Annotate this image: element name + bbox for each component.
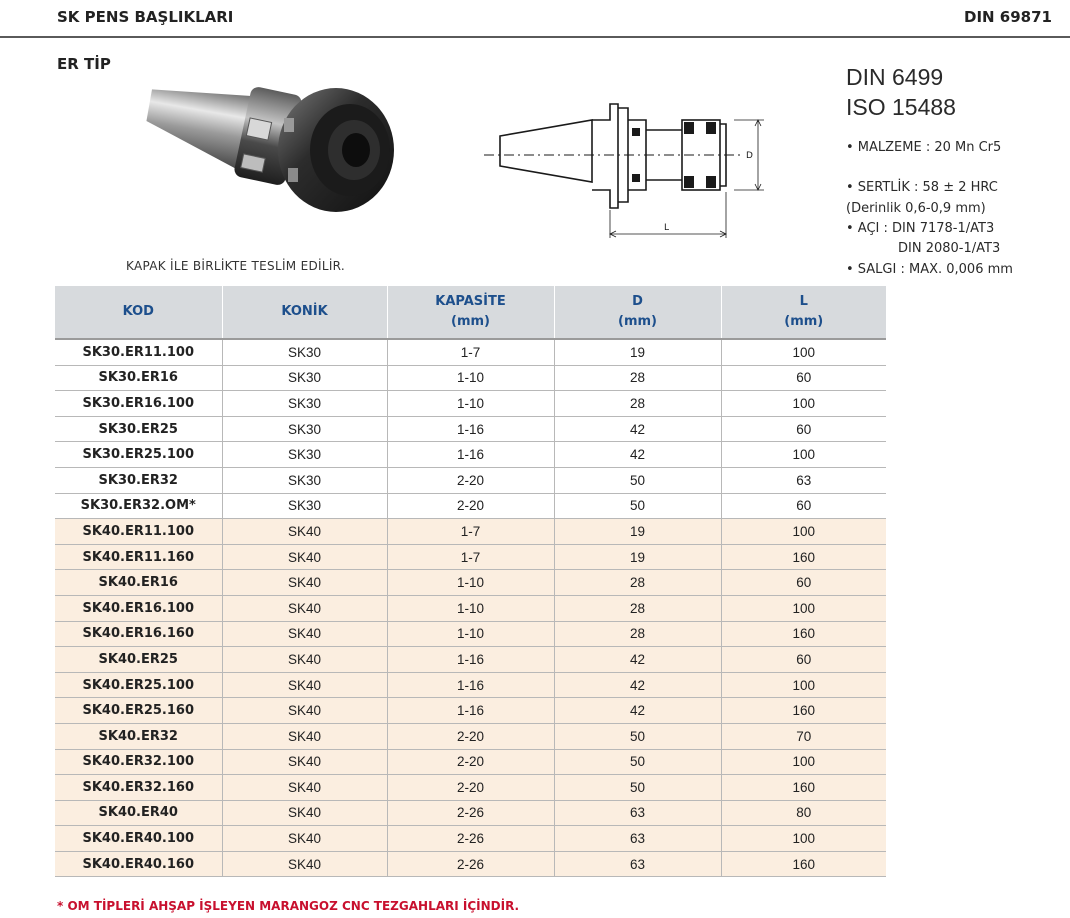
footnote: * OM TİPLERİ AHŞAP İŞLEYEN MARANGOZ CNC TEZGAHLARI İÇİNDİR. xyxy=(57,899,520,913)
cell-kod: SK40.ER40.100 xyxy=(55,826,222,852)
cell-kod: SK40.ER11.160 xyxy=(55,544,222,570)
table-row xyxy=(55,826,886,852)
cell-kapasite: 2-20 xyxy=(387,493,554,519)
table-row xyxy=(55,672,886,698)
cell-l: 70 xyxy=(721,723,886,749)
cell-kapasite: 2-26 xyxy=(387,851,554,877)
cell-konik: SK30 xyxy=(222,416,387,442)
technical-drawing xyxy=(482,94,772,244)
cell-kapasite: 1-10 xyxy=(387,391,554,417)
cell-konik: SK30 xyxy=(222,391,387,417)
table-row xyxy=(55,442,886,468)
cell-kod: SK40.ER25.100 xyxy=(55,672,222,698)
table-row xyxy=(55,544,886,570)
table-row xyxy=(55,365,886,391)
cell-konik: SK40 xyxy=(222,595,387,621)
cell-l: 100 xyxy=(721,519,886,545)
cell-d: 50 xyxy=(554,775,721,801)
cell-konik: SK40 xyxy=(222,519,387,545)
cell-d: 63 xyxy=(554,851,721,877)
cell-kod: SK40.ER25.160 xyxy=(55,698,222,724)
cell-d: 28 xyxy=(554,365,721,391)
cell-l: 100 xyxy=(721,595,886,621)
table-row xyxy=(55,749,886,775)
cell-d: 63 xyxy=(554,826,721,852)
cell-kod: SK40.ER16 xyxy=(55,570,222,596)
spec-derinlik: (Derinlik 0,6-0,9 mm) xyxy=(846,201,986,216)
cell-kod: SK30.ER16.100 xyxy=(55,391,222,417)
cell-konik: SK40 xyxy=(222,570,387,596)
cell-l: 160 xyxy=(721,775,886,801)
spec-aci: • AÇI : DIN 7178-1/AT3 xyxy=(846,221,995,236)
cell-d: 28 xyxy=(554,595,721,621)
col-header-d: D (mm) xyxy=(554,286,721,339)
cell-l: 100 xyxy=(721,672,886,698)
cell-konik: SK40 xyxy=(222,544,387,570)
cell-l: 60 xyxy=(721,647,886,673)
cell-l: 60 xyxy=(721,570,886,596)
cell-kod: SK30.ER32.OM* xyxy=(55,493,222,519)
cell-kapasite: 1-16 xyxy=(387,647,554,673)
cell-kapasite: 1-16 xyxy=(387,416,554,442)
col-header-kapasite: KAPASİTE (mm) xyxy=(387,286,554,339)
cell-kod: SK30.ER11.100 xyxy=(55,339,222,365)
table-row xyxy=(55,391,886,417)
table-body xyxy=(55,339,886,877)
cell-kapasite: 1-16 xyxy=(387,672,554,698)
page-title: SK PENS BAŞLIKLARI xyxy=(57,8,234,26)
cell-konik: SK40 xyxy=(222,800,387,826)
cell-d: 42 xyxy=(554,647,721,673)
cell-l: 60 xyxy=(721,365,886,391)
cell-kod: SK40.ER16.100 xyxy=(55,595,222,621)
cell-konik: SK30 xyxy=(222,467,387,493)
table-row xyxy=(55,519,886,545)
dimension-l-label: L xyxy=(664,223,670,233)
cell-l: 100 xyxy=(721,442,886,468)
section-title: ER TİP xyxy=(57,55,111,73)
cell-l: 100 xyxy=(721,826,886,852)
cell-kapasite: 2-20 xyxy=(387,723,554,749)
cell-d: 19 xyxy=(554,544,721,570)
cell-d: 19 xyxy=(554,339,721,365)
cell-l: 160 xyxy=(721,621,886,647)
cell-kapasite: 1-7 xyxy=(387,544,554,570)
cell-kapasite: 2-26 xyxy=(387,800,554,826)
table-row xyxy=(55,723,886,749)
page-standard: DIN 69871 xyxy=(964,8,1052,26)
table-row xyxy=(55,775,886,801)
spec-sertlik: • SERTLİK : 58 ± 2 HRC xyxy=(846,180,998,195)
cell-l: 100 xyxy=(721,749,886,775)
cell-kapasite: 2-20 xyxy=(387,749,554,775)
cell-l: 60 xyxy=(721,416,886,442)
cell-kod: SK40.ER32.100 xyxy=(55,749,222,775)
table-row xyxy=(55,621,886,647)
cell-kod: SK30.ER25.100 xyxy=(55,442,222,468)
cell-kod: SK40.ER16.160 xyxy=(55,621,222,647)
cell-kapasite: 2-20 xyxy=(387,467,554,493)
cell-konik: SK40 xyxy=(222,647,387,673)
cell-konik: SK40 xyxy=(222,851,387,877)
col-header-l: L (mm) xyxy=(721,286,886,339)
col-header-kod: KOD xyxy=(55,286,222,339)
cell-d: 50 xyxy=(554,493,721,519)
standard-din: DIN 6499 xyxy=(846,64,944,90)
cell-kod: SK40.ER40.160 xyxy=(55,851,222,877)
table-row xyxy=(55,493,886,519)
cell-kapasite: 1-16 xyxy=(387,698,554,724)
cell-konik: SK30 xyxy=(222,442,387,468)
dimension-d-label: D xyxy=(746,151,753,161)
cell-kod: SK30.ER32 xyxy=(55,467,222,493)
cell-d: 28 xyxy=(554,570,721,596)
cell-l: 100 xyxy=(721,339,886,365)
cell-d: 42 xyxy=(554,416,721,442)
header-divider xyxy=(0,36,1070,38)
delivery-caption: KAPAK İLE BİRLİKTE TESLİM EDİLİR. xyxy=(126,259,345,273)
cell-kapasite: 1-16 xyxy=(387,442,554,468)
cell-konik: SK40 xyxy=(222,621,387,647)
cell-kapasite: 1-10 xyxy=(387,621,554,647)
cell-l: 160 xyxy=(721,851,886,877)
table-row xyxy=(55,339,886,365)
cell-d: 28 xyxy=(554,621,721,647)
table-row xyxy=(55,698,886,724)
cell-konik: SK30 xyxy=(222,339,387,365)
cell-d: 28 xyxy=(554,391,721,417)
cell-l: 160 xyxy=(721,698,886,724)
product-photo xyxy=(138,68,403,220)
cell-kod: SK40.ER11.100 xyxy=(55,519,222,545)
cell-kapasite: 2-20 xyxy=(387,775,554,801)
cell-konik: SK40 xyxy=(222,698,387,724)
col-header-konik: KONİK xyxy=(222,286,387,339)
cell-kod: SK40.ER32.160 xyxy=(55,775,222,801)
cell-d: 42 xyxy=(554,442,721,468)
cell-kod: SK30.ER16 xyxy=(55,365,222,391)
cell-d: 42 xyxy=(554,698,721,724)
cell-konik: SK30 xyxy=(222,493,387,519)
table-row xyxy=(55,570,886,596)
cell-konik: SK30 xyxy=(222,365,387,391)
table-row xyxy=(55,851,886,877)
cell-d: 42 xyxy=(554,672,721,698)
cell-konik: SK40 xyxy=(222,723,387,749)
cell-kod: SK40.ER32 xyxy=(55,723,222,749)
cell-d: 50 xyxy=(554,723,721,749)
cell-l: 63 xyxy=(721,467,886,493)
cell-kapasite: 1-7 xyxy=(387,339,554,365)
cell-konik: SK40 xyxy=(222,826,387,852)
cell-konik: SK40 xyxy=(222,749,387,775)
cell-d: 63 xyxy=(554,800,721,826)
cell-kapasite: 2-26 xyxy=(387,826,554,852)
table-row xyxy=(55,647,886,673)
product-table xyxy=(55,286,886,877)
spec-aci-2: DIN 2080-1/AT3 xyxy=(898,241,1001,256)
cell-kod: SK40.ER40 xyxy=(55,800,222,826)
spec-salgi: • SALGI : MAX. 0,006 mm xyxy=(846,262,1013,277)
spec-malzeme: • MALZEME : 20 Mn Cr5 xyxy=(846,140,1002,155)
standard-iso: ISO 15488 xyxy=(846,94,956,120)
table-row xyxy=(55,467,886,493)
table-row xyxy=(55,416,886,442)
cell-kapasite: 1-10 xyxy=(387,365,554,391)
cell-kod: SK40.ER25 xyxy=(55,647,222,673)
cell-d: 50 xyxy=(554,749,721,775)
cell-konik: SK40 xyxy=(222,672,387,698)
cell-kapasite: 1-7 xyxy=(387,519,554,545)
cell-kod: SK30.ER25 xyxy=(55,416,222,442)
cell-d: 19 xyxy=(554,519,721,545)
cell-l: 160 xyxy=(721,544,886,570)
cell-l: 80 xyxy=(721,800,886,826)
table-row xyxy=(55,595,886,621)
cell-kapasite: 1-10 xyxy=(387,570,554,596)
table-row xyxy=(55,800,886,826)
cell-d: 50 xyxy=(554,467,721,493)
table-header-row xyxy=(55,286,886,339)
cell-kapasite: 1-10 xyxy=(387,595,554,621)
cell-l: 100 xyxy=(721,391,886,417)
cell-l: 60 xyxy=(721,493,886,519)
cell-konik: SK40 xyxy=(222,775,387,801)
